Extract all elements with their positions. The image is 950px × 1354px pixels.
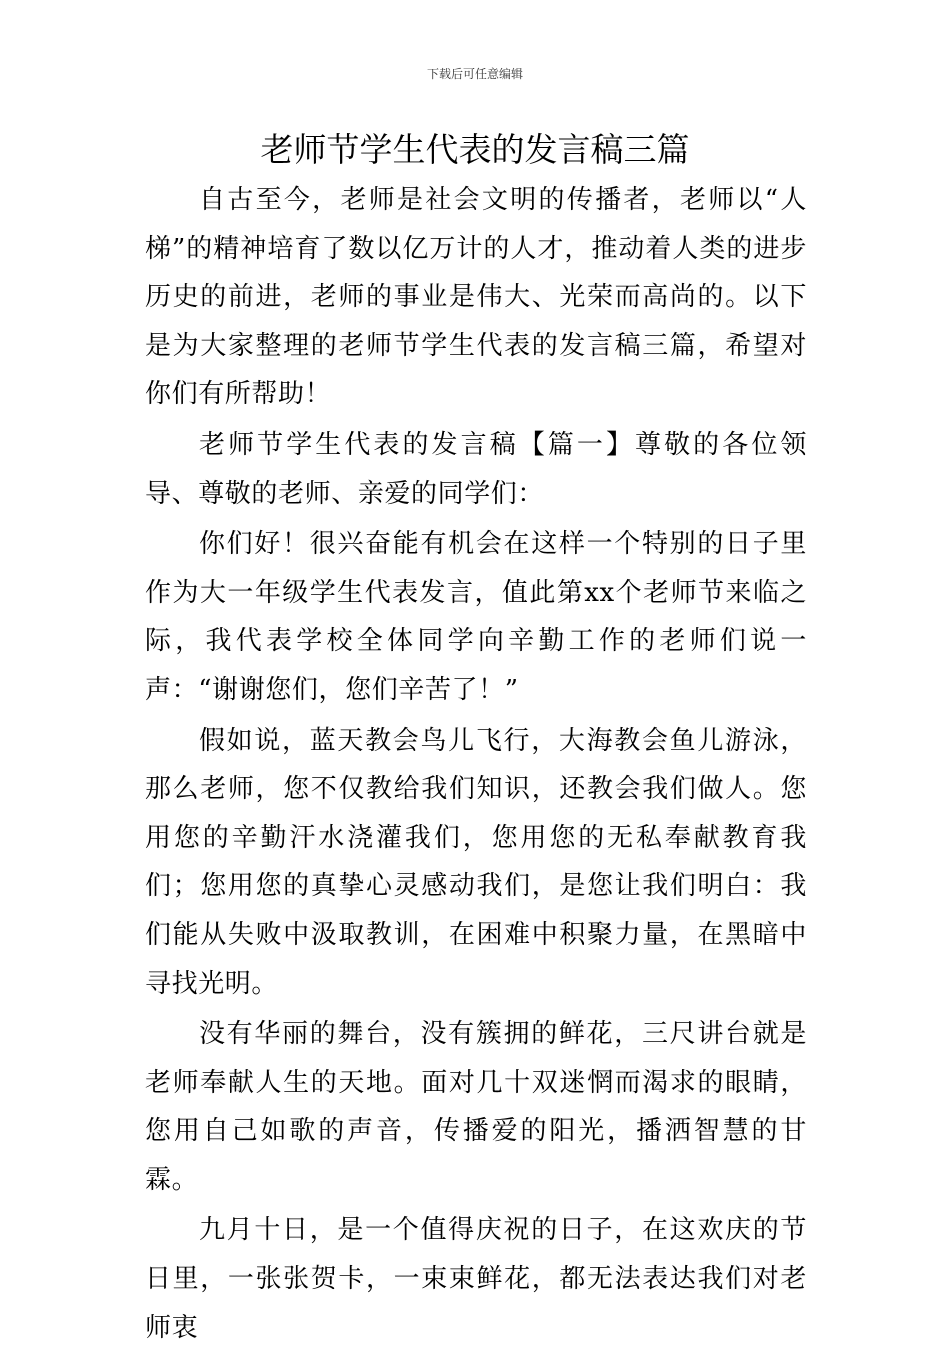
paragraph-teacher-role: 假如说，蓝天教会鸟儿飞行，大海教会鱼儿游泳，那么老师，您不仅教给我们知识，还教会我们做人。您用您的辛勤汗水浇灌我们，您用您的无私奉献教育我们；您用您的真挚心灵感动我们，是您让我们明白：我们能从失败中汲取教训，在困难中积聚力量，在黑暗中寻找光明。 bbox=[145, 725, 807, 999]
document-title: 老师节学生代表的发言稿三篇 bbox=[260, 130, 690, 169]
paragraph-greeting: 你们好！很兴奋能有机会在这样一个特别的日子里作为大一年级学生代表发言，值此第xx个老师节来临之际，我代表学校全体同学向辛勤工作的老师们说一声：“谢谢您们，您们辛苦了！” bbox=[145, 529, 807, 705]
paragraph-september: 九月十日，是一个值得庆祝的日子，在这欢庆的节日里，一张张贺卡，一束束鲜花，都无法表达我们对老师衷 bbox=[145, 1215, 807, 1343]
paragraph-intro: 自古至今，老师是社会文明的传播者，老师以“人梯”的精神培育了数以亿万计的人才，推动着人类的进步历史的前进，老师的事业是伟大、光荣而高尚的。以下是为大家整理的老师节学生代表的发言稿三篇，希望对你们有所帮助！ bbox=[145, 185, 807, 410]
document-body bbox=[145, 176, 807, 1354]
header-note: 下载后可任意编辑 bbox=[426, 67, 523, 81]
paragraph-speech-one-heading: 老师节学生代表的发言稿【篇一】尊敬的各位领导、尊敬的老师、亲爱的同学们： bbox=[145, 429, 807, 509]
paragraph-podium: 没有华丽的舞台，没有簇拥的鲜花，三尺讲台就是老师奉献人生的天地。面对几十双迷惘而渴求的眼睛，您用自己如歌的声音，传播爱的阳光，播洒智慧的甘霖。 bbox=[145, 1019, 807, 1195]
